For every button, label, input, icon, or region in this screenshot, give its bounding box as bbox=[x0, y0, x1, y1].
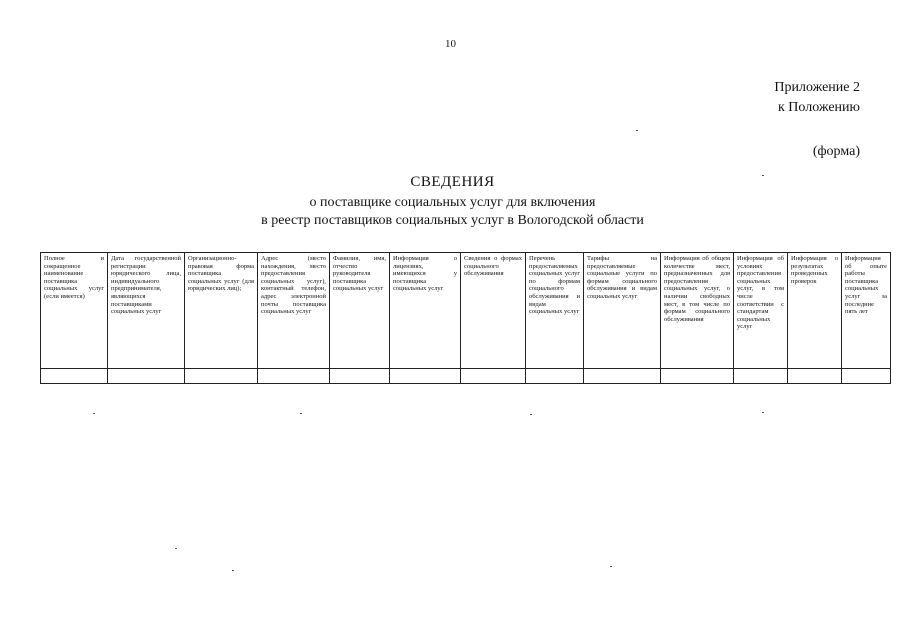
scan-speck bbox=[636, 130, 638, 131]
table-cell bbox=[788, 369, 842, 384]
column-header-places-count: Информация об общем количестве мест, предназначенных для предоставления социальных услуг, о наличии свободных мест, в том числе по формам социального обслуживания bbox=[661, 253, 734, 369]
table-cell bbox=[842, 369, 891, 384]
table-cell bbox=[661, 369, 734, 384]
table-cell bbox=[330, 369, 390, 384]
column-header-tariffs: Тарифы на предоставляемые социальные услуги по формам социального обслуживания и видам социальных услуг bbox=[584, 253, 661, 369]
scan-speck bbox=[93, 413, 95, 414]
column-header-licenses: Информация о лицензиях, имеющихся у поставщика социальных услуг bbox=[390, 253, 461, 369]
column-header-service-conditions: Информация об условиях предоставления социальных услуг, в том числе соответствии с стандартам социальных услуг bbox=[734, 253, 788, 369]
scan-speck bbox=[175, 548, 177, 549]
appendix-line-1: Приложение 2 bbox=[774, 80, 860, 95]
table-cell bbox=[41, 369, 108, 384]
table-cell bbox=[734, 369, 788, 384]
column-header-inspection-results: Информация о результатах проведенных проверок bbox=[788, 253, 842, 369]
column-header-services-list: Перечень предоставляемых социальных услуг по формам социального обслуживания и видам социальных услуг bbox=[526, 253, 584, 369]
scan-speck bbox=[762, 175, 764, 176]
form-label: (форма) bbox=[812, 144, 860, 159]
page-number: 10 bbox=[445, 38, 456, 50]
scan-speck bbox=[300, 413, 302, 414]
column-header-legal-form: Организационно-правовая форма поставщика социальных услуг (для юридических лиц); bbox=[185, 253, 258, 369]
scan-speck bbox=[232, 570, 234, 571]
column-header-director-name: Фамилия, имя, отчество руководителя поставщика социальных услуг bbox=[330, 253, 390, 369]
appendix-note bbox=[774, 78, 860, 118]
appendix-line-2: к Положению bbox=[777, 100, 860, 115]
table-cell bbox=[584, 369, 661, 384]
scan-speck bbox=[530, 414, 532, 415]
column-header-full-name: Полное и сокращенное наименование поставщика социальных услуг (если имеется) bbox=[41, 253, 108, 369]
table-cell bbox=[185, 369, 258, 384]
document-title: СВЕДЕНИЯ bbox=[410, 174, 495, 190]
table-cell bbox=[258, 369, 330, 384]
scan-speck bbox=[610, 566, 612, 567]
provider-info-table bbox=[40, 252, 891, 384]
table-header-row bbox=[41, 253, 891, 369]
document-subtitle-line-1: о поставщике социальных услуг для включения bbox=[309, 195, 596, 210]
table-cell bbox=[526, 369, 584, 384]
column-header-work-experience: Информация об опыте работы поставщика социальных услуг за последние пять лет bbox=[842, 253, 891, 369]
column-header-service-forms: Сведения о формах социального обслуживания bbox=[461, 253, 526, 369]
table-row bbox=[41, 369, 891, 384]
document-subtitle-line-2: в реестр поставщиков социальных услуг в Вологодской области bbox=[261, 213, 644, 228]
column-header-address-contacts: Адрес (место нахождения, место предоставления социальных услуг), контактный телефон, адрес электронной почты поставщика социальных услуг bbox=[258, 253, 330, 369]
table-cell bbox=[390, 369, 461, 384]
column-header-registration-date: Дата государственной регистрации юридического лица, индивидуального предпринимателя, являющихся поставщиками социальных услуг bbox=[108, 253, 185, 369]
table-cell bbox=[108, 369, 185, 384]
table-cell bbox=[461, 369, 526, 384]
scan-speck bbox=[762, 412, 764, 413]
